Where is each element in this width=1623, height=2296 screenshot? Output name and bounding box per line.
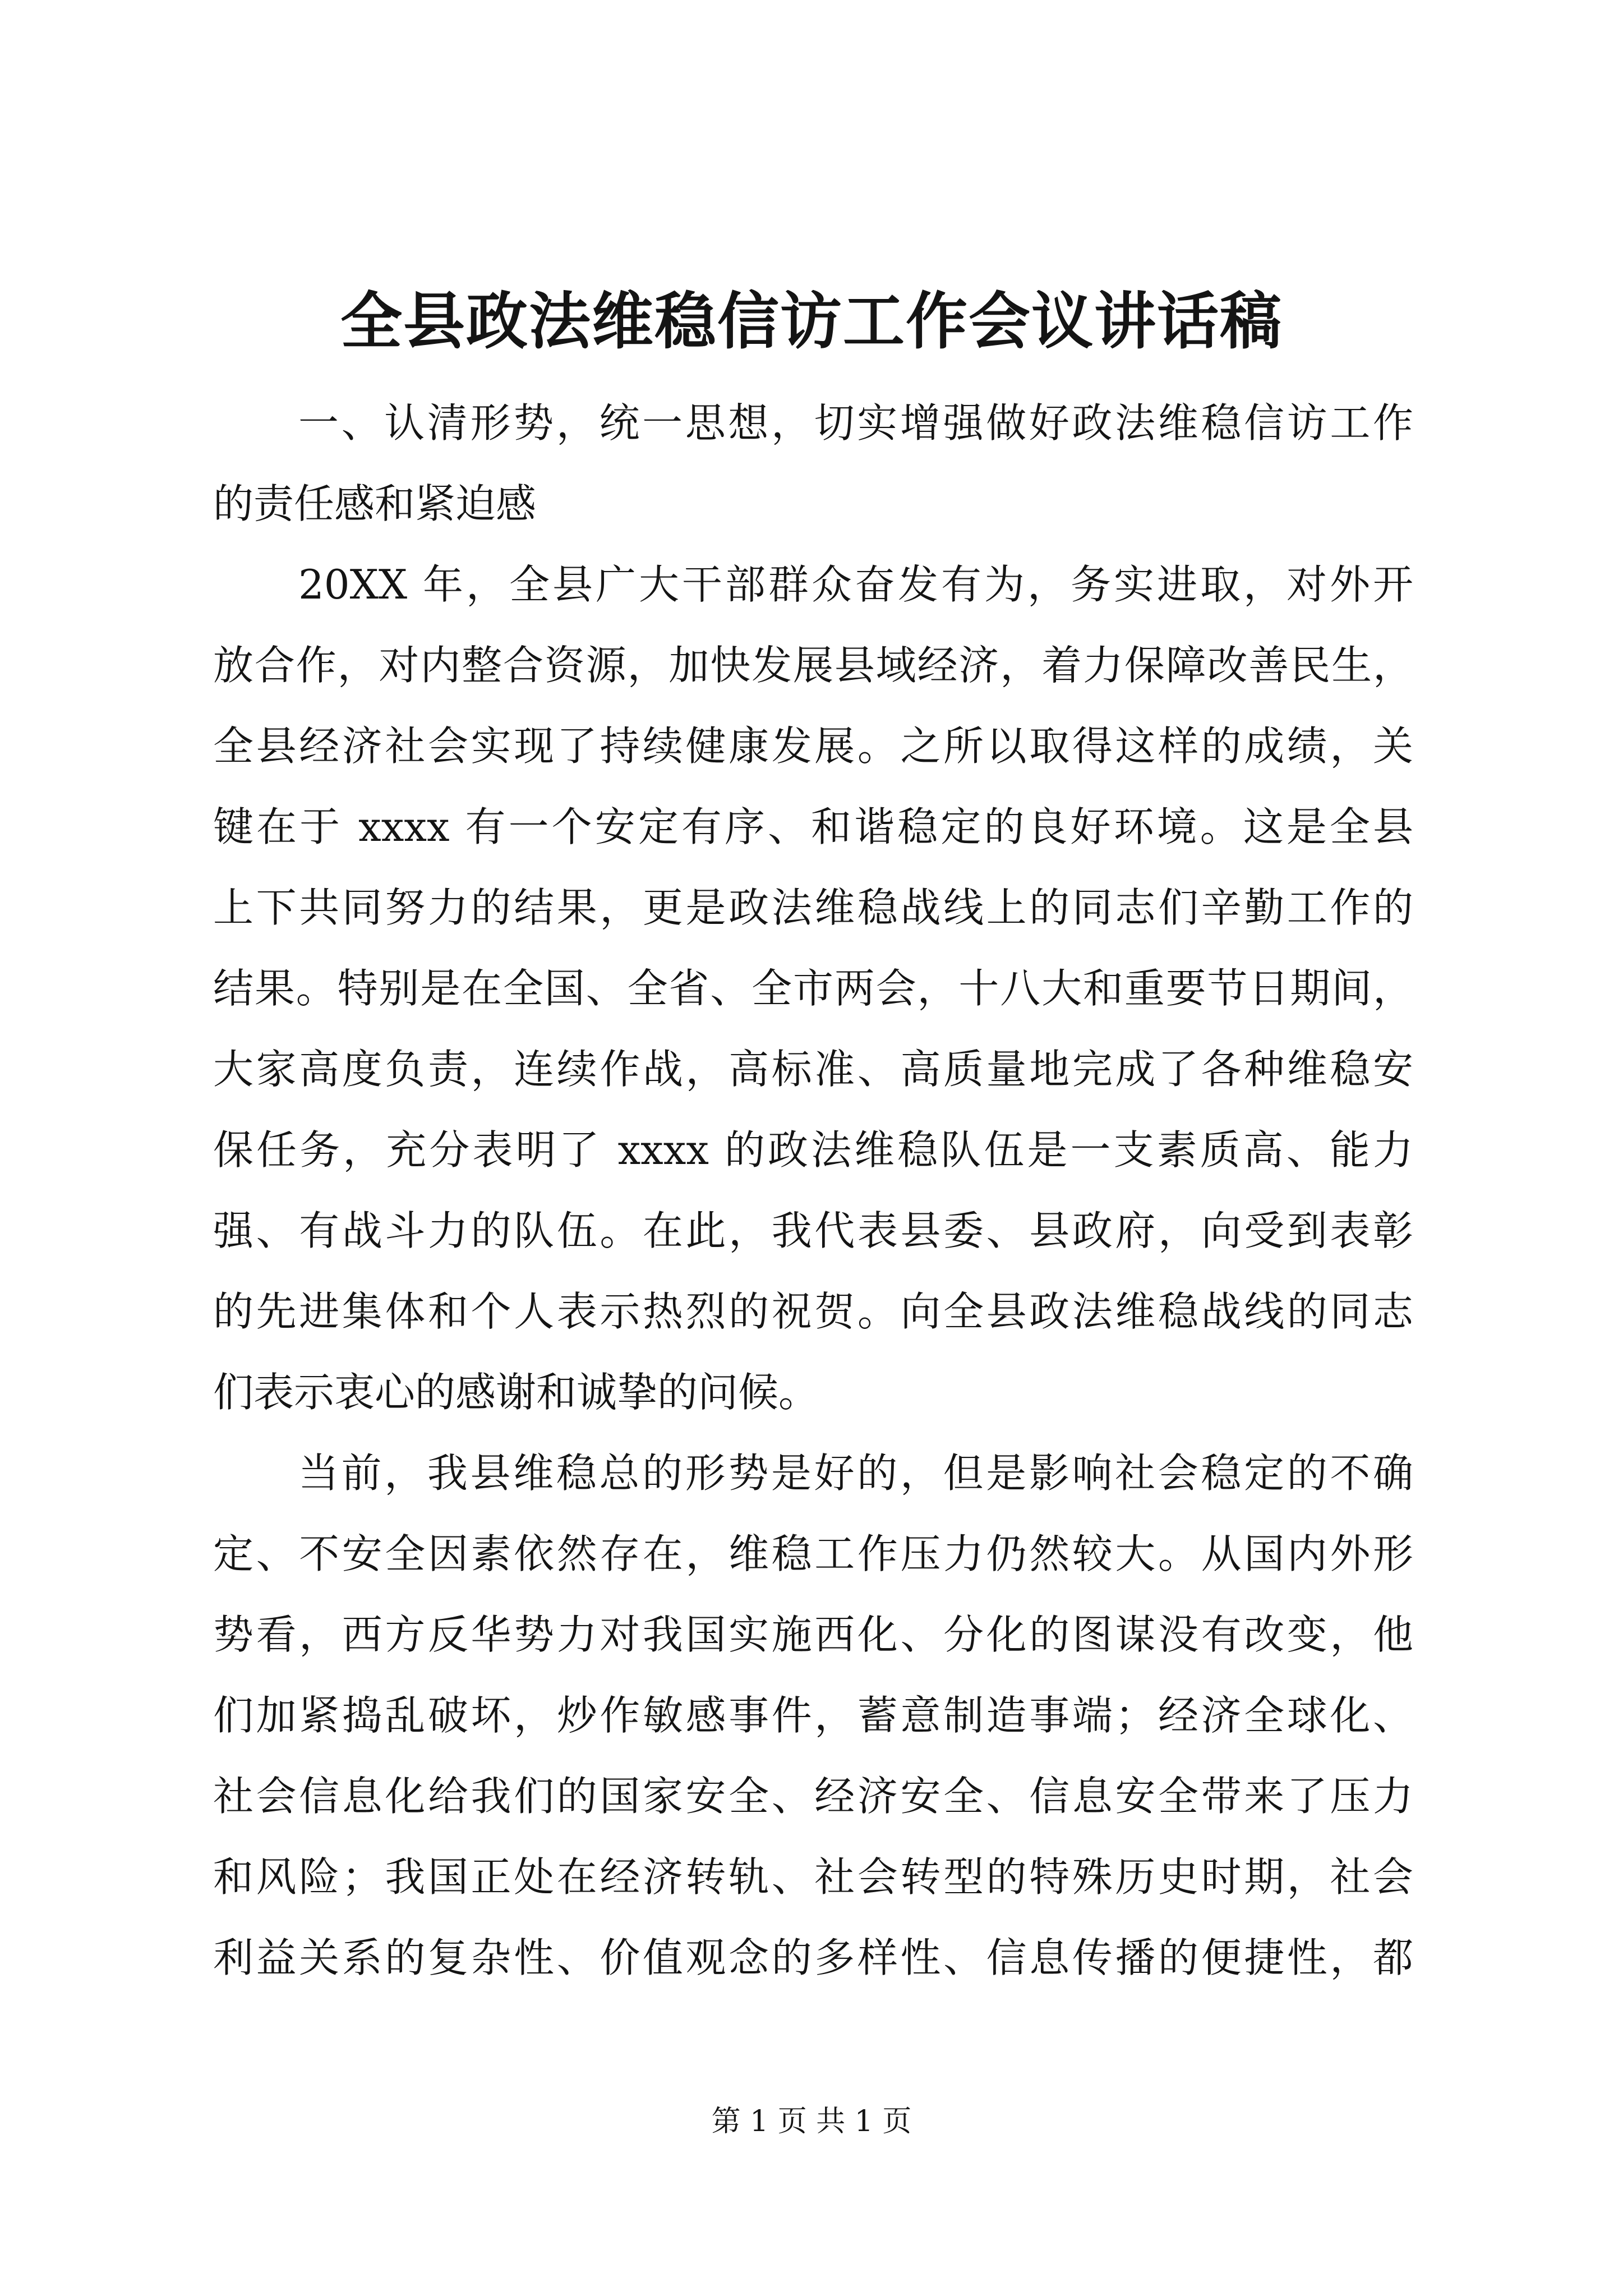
- paragraph-1-line-5: 上下共同努力的结果，更是政法维稳战线上的同志们辛勤工作的: [213, 884, 1413, 931]
- paragraph-1-line-4: 键在于 xxxx 有一个安定有序、和谐稳定的良好环境。这是全县: [213, 803, 1413, 850]
- paragraph-1-line-6: 结果。特别是在全国、全省、全市两会，十八大和重要节日期间，: [213, 965, 1413, 1012]
- page-number-footer: 第 1 页 共 1 页: [711, 2105, 912, 2138]
- document-title: 全县政法维稳信访工作会议讲话稿: [340, 285, 1283, 357]
- paragraph-1-line-7: 大家高度负责，连续作战，高标准、高质量地完成了各种维稳安: [213, 1046, 1413, 1093]
- paragraph-1-line-8: 保任务，充分表明了 xxxx 的政法维稳队伍是一支素质高、能力: [213, 1126, 1413, 1174]
- paragraph-1-line-9: 强、有战斗力的队伍。在此，我代表县委、县政府，向受到表彰: [213, 1207, 1413, 1254]
- paragraph-1-line-3: 全县经济社会实现了持续健康发展。之所以取得这样的成绩，关: [213, 723, 1413, 770]
- heading-line-1: 一、认清形势，统一思想，切实增强做好政法维稳信访工作: [298, 399, 1413, 447]
- paragraph-2-line-1: 当前，我县维稳总的形势是好的，但是影响社会稳定的不确: [298, 1450, 1413, 1497]
- heading-line-2: 的责任感和紧迫感: [213, 480, 537, 527]
- paragraph-2-line-6: 和风险；我国正处在经济转轨、社会转型的特殊历史时期，社会: [213, 1853, 1413, 1901]
- paragraph-2-line-3: 势看，西方反华势力对我国实施西化、分化的图谋没有改变，他: [213, 1611, 1413, 1658]
- paragraph-1-line-1: 20XX 年，全县广大干部群众奋发有为，务实进取，对外开: [298, 561, 1413, 608]
- paragraph-2-line-7: 利益关系的复杂性、价值观念的多样性、信息传播的便捷性，都: [213, 1934, 1413, 1981]
- paragraph-1-line-2: 放合作，对内整合资源，加快发展县域经济，着力保障改善民生，: [213, 642, 1413, 689]
- paragraph-1-line-11: 们表示衷心的感谢和诚挚的问候。: [213, 1369, 819, 1416]
- paragraph-2-line-5: 社会信息化给我们的国家安全、经济安全、信息安全带来了压力: [213, 1773, 1413, 1820]
- paragraph-2-line-2: 定、不安全因素依然存在，维稳工作压力仍然较大。从国内外形: [213, 1530, 1413, 1577]
- paragraph-1-line-10: 的先进集体和个人表示热烈的祝贺。向全县政法维稳战线的同志: [213, 1288, 1413, 1335]
- paragraph-2-line-4: 们加紧捣乱破坏，炒作敏感事件，蓄意制造事端；经济全球化、: [213, 1692, 1413, 1739]
- document-body: [213, 383, 1413, 1998]
